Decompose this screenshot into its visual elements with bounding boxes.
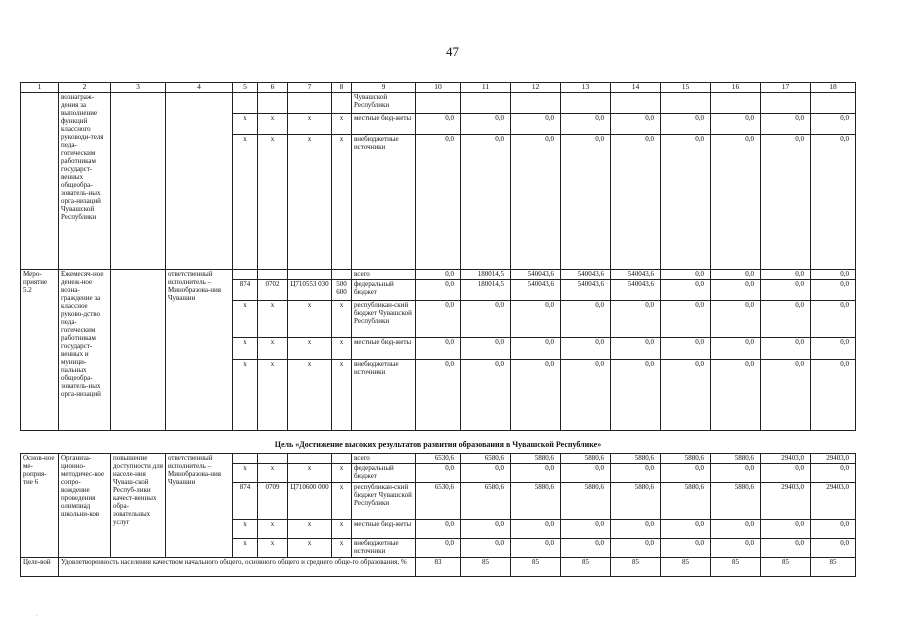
value-cell: 0,0 <box>811 520 856 539</box>
value-cell: 0,0 <box>811 338 856 360</box>
value-cell: 0,0 <box>811 270 856 280</box>
value-cell: 0,0 <box>416 360 461 431</box>
value-cell: 0,0 <box>661 114 711 135</box>
value-cell: 0,0 <box>661 520 711 539</box>
value-cell: 0,0 <box>416 539 461 558</box>
expense-group-cell: 500 600 <box>332 280 352 301</box>
value-cell: 6580,6 <box>461 454 511 464</box>
executor-cell: ответственный исполнитель – Минобразова-ния Чувашии <box>166 454 233 558</box>
expense-group-cell: x <box>332 301 352 338</box>
column-number-cell: 14 <box>611 83 661 93</box>
value-cell: 0,0 <box>811 114 856 135</box>
value-cell: 0,0 <box>511 135 561 270</box>
value-cell: 0,0 <box>611 464 661 483</box>
continuation-row <box>21 93 856 114</box>
target-article-cell: x <box>288 360 332 431</box>
funding-source-cell: республикан-ский бюджет Чувашской Республики <box>352 301 416 338</box>
value-cell: 0,0 <box>761 270 811 280</box>
column-number-cell: 10 <box>416 83 461 93</box>
value-cell: 540043,6 <box>611 270 661 280</box>
funding-source-cell: всего <box>352 454 416 464</box>
col4-cell <box>166 93 233 270</box>
measure-name-cell: Организа-ционно-методичес-кое сопро-вождение проведения олимпиад школьни-ков <box>59 454 111 558</box>
expense-group-cell: x <box>332 520 352 539</box>
goal-row <box>21 431 856 454</box>
value-cell: 0,0 <box>761 135 811 270</box>
column-number-cell: 18 <box>811 83 856 93</box>
value-cell: 0,0 <box>611 360 661 431</box>
funding-source-cell: внебюджетные источники <box>352 539 416 558</box>
value-cell: 0,0 <box>511 464 561 483</box>
value-cell: 0,0 <box>711 539 761 558</box>
expense-group-cell: x <box>332 338 352 360</box>
value-cell: 0,0 <box>561 539 611 558</box>
value-cell: 0,0 <box>661 539 711 558</box>
value-cell: 0,0 <box>761 464 811 483</box>
header-row <box>21 83 856 93</box>
funding-source-cell: федеральный бюджет <box>352 464 416 483</box>
value-cell: 0,0 <box>511 301 561 338</box>
value-cell: 0,0 <box>711 270 761 280</box>
budget-table <box>20 82 856 577</box>
column-number-cell: 15 <box>661 83 711 93</box>
value-cell: 540043,6 <box>511 270 561 280</box>
expense-group-cell: x <box>332 360 352 431</box>
value-cell: 0,0 <box>761 338 811 360</box>
value-cell: 29403,0 <box>761 483 811 520</box>
value-cell: 0,0 <box>661 464 711 483</box>
column-number-cell: 4 <box>166 83 233 93</box>
col3-cell <box>111 270 166 431</box>
value-cell: 180014,5 <box>461 280 511 301</box>
section-code-cell: x <box>258 539 288 558</box>
value-cell: 0,0 <box>416 270 461 280</box>
section-code-cell <box>258 454 288 464</box>
column-number-cell: 17 <box>761 83 811 93</box>
value-cell: 0,0 <box>611 114 661 135</box>
value-cell: 29403,0 <box>811 454 856 464</box>
value-cell: 0,0 <box>561 464 611 483</box>
column-number-cell: 11 <box>461 83 511 93</box>
section-code-cell: x <box>258 135 288 270</box>
section-code-cell: x <box>258 360 288 431</box>
value-cell: 0,0 <box>761 301 811 338</box>
indicator-row <box>21 558 856 577</box>
value-cell: 0,0 <box>761 360 811 431</box>
grbs-code-cell <box>233 93 258 114</box>
funding-source-cell: Чувашской Республики <box>352 93 416 114</box>
grbs-code-cell <box>233 270 258 280</box>
target-article-cell: x <box>288 135 332 270</box>
value-cell: 0,0 <box>811 280 856 301</box>
target-article-cell: x <box>288 301 332 338</box>
page-number: 47 <box>446 44 459 59</box>
value-cell <box>461 93 511 114</box>
value-cell: 83 <box>416 558 461 577</box>
goal-description-cell: повышение доступности для населе-ния Чуваш-ской Респуб-лики качест-венных обра-зовательных услуг <box>111 454 166 558</box>
target-article-cell <box>288 270 332 280</box>
section-code-cell: x <box>258 338 288 360</box>
value-cell: 0,0 <box>611 338 661 360</box>
grbs-code-cell: x <box>233 520 258 539</box>
table-cell <box>332 93 352 114</box>
value-cell: 85 <box>811 558 856 577</box>
value-cell <box>761 93 811 114</box>
column-number-cell: 7 <box>288 83 332 93</box>
funding-source-cell: федеральный бюджет <box>352 280 416 301</box>
value-cell: 0,0 <box>711 301 761 338</box>
target-article-cell: Ц710600 000 <box>288 483 332 520</box>
expense-group-cell: x <box>332 539 352 558</box>
target-article-cell: x <box>288 114 332 135</box>
indicator-id-cell: Целе-вой <box>21 558 59 577</box>
value-cell: 29403,0 <box>811 483 856 520</box>
funding-source-cell: всего <box>352 270 416 280</box>
value-cell: 5880,6 <box>661 454 711 464</box>
value-cell: 85 <box>461 558 511 577</box>
value-cell: 0,0 <box>661 280 711 301</box>
grbs-code-cell: x <box>233 135 258 270</box>
value-cell: 0,0 <box>461 135 511 270</box>
margin-mark: . <box>36 610 38 618</box>
value-cell: 0,0 <box>416 520 461 539</box>
section-code-cell: x <box>258 301 288 338</box>
col3-cell <box>111 93 166 270</box>
value-cell: 0,0 <box>711 114 761 135</box>
value-cell: 0,0 <box>461 360 511 431</box>
funding-source-cell: местные бюд-жеты <box>352 338 416 360</box>
value-cell: 0,0 <box>611 135 661 270</box>
value-cell: 0,0 <box>661 338 711 360</box>
grbs-code-cell <box>233 454 258 464</box>
expense-group-cell: x <box>332 464 352 483</box>
target-article-cell: x <box>288 464 332 483</box>
grbs-code-cell: x <box>233 464 258 483</box>
col1-cell <box>21 93 59 270</box>
value-cell: 6580,6 <box>461 483 511 520</box>
value-cell: 85 <box>761 558 811 577</box>
value-cell <box>561 93 611 114</box>
expense-group-cell <box>332 454 352 464</box>
value-cell: 0,0 <box>561 135 611 270</box>
grbs-code-cell: 874 <box>233 483 258 520</box>
value-cell <box>811 93 856 114</box>
value-cell: 0,0 <box>661 360 711 431</box>
value-cell: 0,0 <box>561 301 611 338</box>
section-code-cell <box>258 270 288 280</box>
funding-source-cell: местные бюд-жеты <box>352 114 416 135</box>
value-cell: 0,0 <box>711 520 761 539</box>
value-cell: 0,0 <box>561 338 611 360</box>
grbs-code-cell: x <box>233 338 258 360</box>
value-cell: 0,0 <box>511 114 561 135</box>
funding-source-cell: внебюджетные источники <box>352 360 416 431</box>
value-cell: 0,0 <box>761 114 811 135</box>
value-cell: 0,0 <box>416 338 461 360</box>
value-cell: 5880,6 <box>611 483 661 520</box>
value-cell: 0,0 <box>711 464 761 483</box>
value-cell: 0,0 <box>561 360 611 431</box>
grbs-code-cell: x <box>233 301 258 338</box>
grbs-code-cell: x <box>233 360 258 431</box>
value-cell: 0,0 <box>811 464 856 483</box>
grbs-code-cell: x <box>233 114 258 135</box>
value-cell: 0,0 <box>611 301 661 338</box>
value-cell: 85 <box>511 558 561 577</box>
value-cell: 0,0 <box>811 135 856 270</box>
value-cell: 180014,5 <box>461 270 511 280</box>
value-cell: 5880,6 <box>611 454 661 464</box>
value-cell: 0,0 <box>761 280 811 301</box>
table-body <box>21 83 856 577</box>
measure-name-cell: вознаграж-дения за выполнение функций классного руководи-теля педа-гогическим работникам государст-венных общеобра-зователь-ных орга-низаций Чувашской Республики <box>59 93 111 270</box>
value-cell: 0,0 <box>711 135 761 270</box>
value-cell: 0,0 <box>416 135 461 270</box>
value-cell: 0,0 <box>761 539 811 558</box>
column-number-cell: 16 <box>711 83 761 93</box>
value-cell: 5880,6 <box>561 483 611 520</box>
grbs-code-cell: 874 <box>233 280 258 301</box>
table-cell <box>258 93 288 114</box>
measure-id-cell: Меро-приятие 5.2 <box>21 270 59 431</box>
value-cell: 6530,6 <box>416 483 461 520</box>
grbs-code-cell: x <box>233 539 258 558</box>
value-cell: 5880,6 <box>711 454 761 464</box>
target-article-cell: x <box>288 539 332 558</box>
value-cell: 5880,6 <box>711 483 761 520</box>
target-article-cell: Ц710553 030 <box>288 280 332 301</box>
table-cell <box>288 93 332 114</box>
funding-source-cell: внебюджетные источники <box>352 135 416 270</box>
column-number-cell: 12 <box>511 83 561 93</box>
value-cell: 0,0 <box>661 301 711 338</box>
column-number-cell: 6 <box>258 83 288 93</box>
value-cell: 0,0 <box>611 539 661 558</box>
value-cell: 0,0 <box>461 464 511 483</box>
value-cell <box>611 93 661 114</box>
column-number-cell: 5 <box>233 83 258 93</box>
funding-row <box>21 454 856 464</box>
value-cell: 85 <box>561 558 611 577</box>
funding-source-cell: республикан-ский бюджет Чувашской Республики <box>352 483 416 520</box>
value-cell: 0,0 <box>761 520 811 539</box>
measure-name-cell: Ежемесяч-ное денеж-ное возна-граждение за классное руково-дство педа-гогическим работникам государст-венных и муници-пальных общеобра-зователь-ных орга-низаций <box>59 270 111 431</box>
target-article-cell: x <box>288 338 332 360</box>
value-cell: 0,0 <box>711 338 761 360</box>
value-cell: 540043,6 <box>611 280 661 301</box>
value-cell: 0,0 <box>561 520 611 539</box>
value-cell: 0,0 <box>511 338 561 360</box>
funding-source-cell: местные бюд-жеты <box>352 520 416 539</box>
value-cell: 0,0 <box>711 360 761 431</box>
expense-group-cell: x <box>332 483 352 520</box>
value-cell: 29403,0 <box>761 454 811 464</box>
value-cell: 0,0 <box>511 360 561 431</box>
value-cell: 0,0 <box>711 280 761 301</box>
target-article-cell <box>288 454 332 464</box>
expense-group-cell: x <box>332 114 352 135</box>
column-number-cell: 2 <box>59 83 111 93</box>
section-code-cell: 0709 <box>258 483 288 520</box>
value-cell: 0,0 <box>461 520 511 539</box>
value-cell: 0,0 <box>561 114 611 135</box>
column-number-cell: 1 <box>21 83 59 93</box>
value-cell: 540043,6 <box>561 280 611 301</box>
target-article-cell: x <box>288 520 332 539</box>
value-cell: 0,0 <box>416 280 461 301</box>
measure-id-cell: Основ-ное ме-роприя-тие 6 <box>21 454 59 558</box>
value-cell <box>511 93 561 114</box>
value-cell: 0,0 <box>461 301 511 338</box>
value-cell: 85 <box>611 558 661 577</box>
value-cell: 540043,6 <box>511 280 561 301</box>
value-cell <box>661 93 711 114</box>
value-cell: 0,0 <box>511 520 561 539</box>
value-cell: 540043,6 <box>561 270 611 280</box>
value-cell: 0,0 <box>661 270 711 280</box>
goal-title: Цель «Достижение высоких результатов развития образования в Чувашской Республике» <box>21 431 856 454</box>
value-cell: 5880,6 <box>511 483 561 520</box>
value-cell: 0,0 <box>661 135 711 270</box>
value-cell: 0,0 <box>811 301 856 338</box>
column-number-cell: 9 <box>352 83 416 93</box>
value-cell: 85 <box>711 558 761 577</box>
expense-group-cell: x <box>332 135 352 270</box>
value-cell: 0,0 <box>511 539 561 558</box>
value-cell: 85 <box>661 558 711 577</box>
section-code-cell: 0702 <box>258 280 288 301</box>
value-cell: 0,0 <box>811 360 856 431</box>
value-cell <box>711 93 761 114</box>
value-cell: 5880,6 <box>561 454 611 464</box>
value-cell: 5880,6 <box>511 454 561 464</box>
value-cell <box>416 93 461 114</box>
section-code-cell: x <box>258 114 288 135</box>
indicator-text-cell: Удовлетворенность населения качеством начального общего, основного общего и среднего обще-го образования, % <box>59 558 416 577</box>
value-cell: 0,0 <box>416 114 461 135</box>
value-cell: 5880,6 <box>661 483 711 520</box>
column-number-cell: 3 <box>111 83 166 93</box>
value-cell: 0,0 <box>416 301 461 338</box>
value-cell: 0,0 <box>611 520 661 539</box>
value-cell: 0,0 <box>416 464 461 483</box>
expense-group-cell <box>332 270 352 280</box>
value-cell: 0,0 <box>811 539 856 558</box>
value-cell: 0,0 <box>461 114 511 135</box>
executor-cell: ответственный исполнитель – Минобразова-ния Чувашии <box>166 270 233 431</box>
column-number-cell: 8 <box>332 83 352 93</box>
funding-row <box>21 270 856 280</box>
value-cell: 0,0 <box>461 338 511 360</box>
column-number-cell: 13 <box>561 83 611 93</box>
value-cell: 0,0 <box>461 539 511 558</box>
value-cell: 6530,6 <box>416 454 461 464</box>
section-code-cell: x <box>258 520 288 539</box>
section-code-cell: x <box>258 464 288 483</box>
